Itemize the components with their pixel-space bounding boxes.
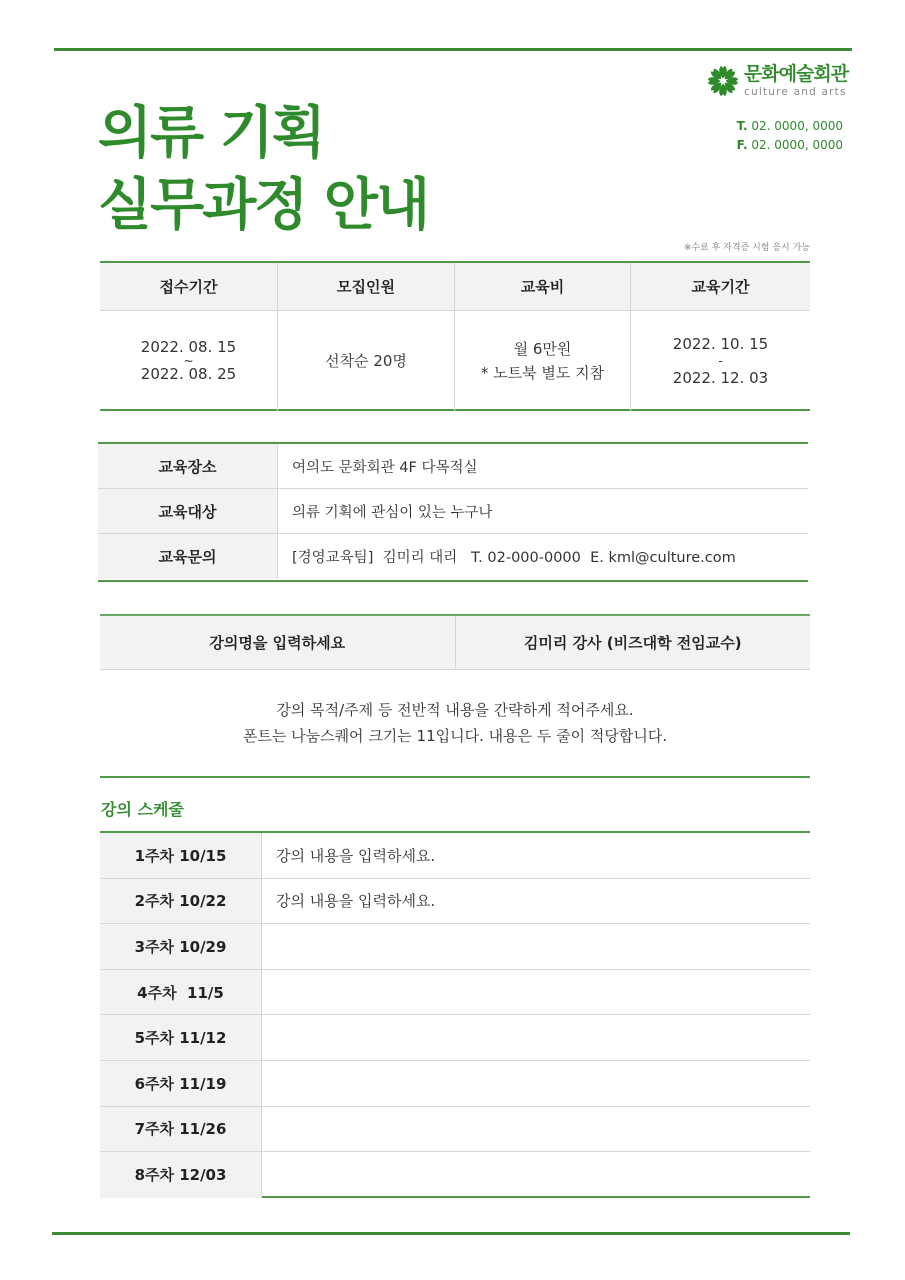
week-content bbox=[262, 1107, 810, 1152]
fax-line bbox=[737, 136, 843, 155]
info-row-target bbox=[98, 489, 808, 534]
apply-period-cell bbox=[100, 311, 278, 411]
week-label: 2주차 10/22 bbox=[100, 879, 262, 924]
table-row bbox=[100, 1107, 810, 1153]
info-value: [경영교육팀] 김미리 대리 T. 02-000-0000 E. kml@culture.com bbox=[292, 550, 736, 566]
fax-value: 02. 0000, 0000 bbox=[747, 138, 843, 152]
week-label: 7주차 11/26 bbox=[100, 1107, 262, 1152]
info-row-location bbox=[98, 444, 808, 489]
apply-separator: ~ bbox=[183, 354, 194, 368]
info-label: 교육대상 bbox=[98, 489, 278, 533]
table-row bbox=[100, 1015, 810, 1061]
table-row bbox=[100, 970, 810, 1016]
week-label: 4주차 11/5 bbox=[100, 970, 262, 1015]
description-line-1: 강의 목적/주제 등 전반적 내용을 간략하게 적어주세요. bbox=[276, 701, 634, 719]
header-course-period: 교육기간 bbox=[631, 263, 810, 311]
table-row bbox=[100, 924, 810, 970]
lecture-description bbox=[100, 697, 810, 749]
logo bbox=[706, 63, 848, 98]
header-apply-period: 접수기간 bbox=[100, 263, 278, 311]
info-row-inquiry bbox=[98, 534, 808, 579]
week-content: 강의 내용을 입력하세요. bbox=[276, 892, 436, 911]
fee-amount: 월 6만원 bbox=[513, 340, 572, 358]
apply-start: 2022. 08. 15 bbox=[140, 338, 237, 356]
lecture-instructor: 김미리 강사 (비즈대학 전임교수) bbox=[456, 616, 811, 669]
capacity-cell bbox=[278, 311, 455, 411]
week-content bbox=[262, 924, 810, 969]
week-label: 5주차 11/12 bbox=[100, 1015, 262, 1060]
info-label: 교육문의 bbox=[98, 534, 278, 579]
table-row bbox=[100, 1152, 810, 1198]
lecture-header-table bbox=[100, 614, 810, 670]
course-separator: - bbox=[718, 354, 723, 368]
course-start: 2022. 10. 15 bbox=[672, 335, 769, 353]
header-fee: 교육비 bbox=[455, 263, 631, 311]
lecture-name: 강의명을 입력하세요 bbox=[100, 616, 456, 669]
info-label: 교육장소 bbox=[98, 444, 278, 488]
tel-value: 02. 0000, 0000 bbox=[747, 119, 843, 133]
week-label: 3주차 10/29 bbox=[100, 924, 262, 969]
summary-table bbox=[100, 261, 810, 411]
tel-label: T. bbox=[736, 119, 748, 133]
top-rule bbox=[54, 48, 852, 51]
table-row bbox=[100, 833, 810, 879]
certification-note: ※수료 후 자격증 시험 응시 가능 bbox=[683, 243, 810, 253]
week-content bbox=[262, 970, 810, 1015]
description-line-2: 폰트는 나눔스퀘어 크기는 11입니다. 내용은 두 줄이 적당합니다. bbox=[242, 727, 668, 745]
info-value: 의류 기획에 관심이 있는 누구나 bbox=[292, 504, 493, 521]
info-value: 여의도 문화회관 4F 다목적실 bbox=[292, 459, 478, 476]
contact-info bbox=[737, 117, 843, 155]
header-capacity: 모집인원 bbox=[278, 263, 455, 311]
table-row bbox=[100, 1061, 810, 1107]
schedule-divider bbox=[100, 776, 810, 778]
week-label: 1주차 10/15 bbox=[100, 833, 262, 878]
week-content bbox=[262, 1015, 810, 1060]
week-label: 8주차 12/03 bbox=[100, 1152, 262, 1198]
tel-line bbox=[737, 117, 843, 136]
apply-end: 2022. 08. 25 bbox=[140, 365, 237, 383]
fee-cell bbox=[455, 311, 631, 411]
schedule-table bbox=[100, 831, 810, 1198]
logo-name-kr: 문화예술회관 bbox=[744, 63, 849, 85]
schedule-title: 강의 스케줄 bbox=[101, 800, 184, 819]
logo-name-en: culture and arts bbox=[744, 86, 847, 98]
week-label: 6주차 11/19 bbox=[100, 1061, 262, 1106]
capacity-value: 선착순 20명 bbox=[325, 351, 407, 370]
fax-label: F. bbox=[736, 138, 748, 152]
course-period-cell bbox=[631, 311, 810, 411]
page-title bbox=[98, 98, 428, 242]
fee-note: * 노트북 별도 지참 bbox=[480, 364, 605, 382]
week-content bbox=[262, 1152, 810, 1198]
title-line-2: 실무과정 안내 bbox=[98, 173, 429, 238]
info-table bbox=[98, 442, 808, 582]
course-end: 2022. 12. 03 bbox=[672, 369, 769, 387]
week-content bbox=[262, 1061, 810, 1106]
title-line-1: 의류 기획 bbox=[98, 101, 324, 166]
clover-flower-icon bbox=[706, 64, 740, 98]
week-content: 강의 내용을 입력하세요. bbox=[276, 846, 436, 865]
bottom-rule bbox=[52, 1232, 850, 1235]
table-row bbox=[100, 879, 810, 925]
